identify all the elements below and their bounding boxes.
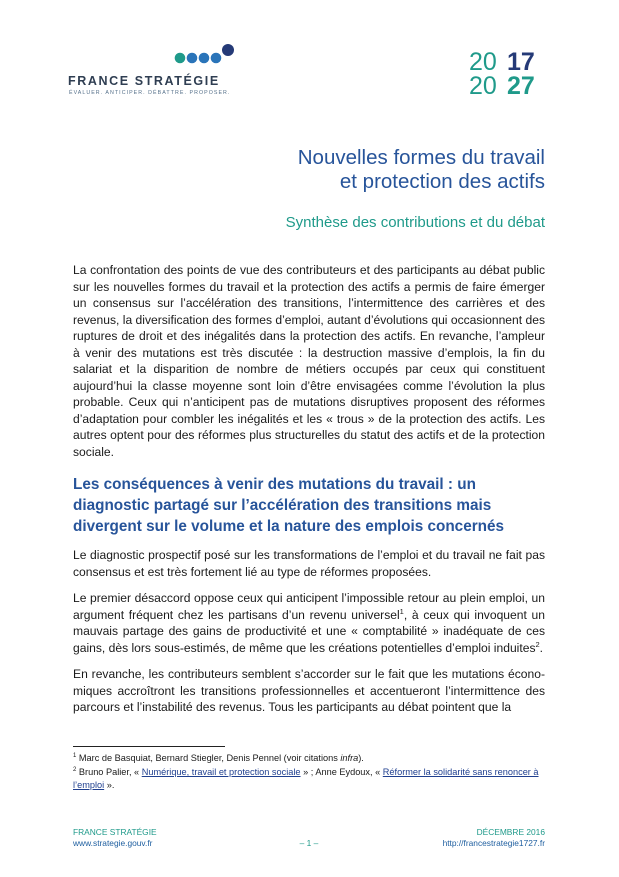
year-bottom-right: 27 xyxy=(507,72,535,96)
footer-url-link[interactable]: http://francestrategie1727.fr xyxy=(442,838,545,848)
footer-page-number: – 1 – xyxy=(299,838,319,848)
document-title-line1: Nouvelles formes du travail xyxy=(297,146,545,169)
footnote-1-end: ). xyxy=(358,753,364,763)
footnote-2 xyxy=(73,766,545,792)
document-title xyxy=(298,146,545,194)
section-paragraph-3: En revanche, les contributeurs semblent s’accorder sur le fait que les mutations économiques accroîtront les transitions professionnelles et accentueront l’intermittence des parcours et l’instabilité des revenus. Tous les participants au débat pointent que la xyxy=(73,667,545,714)
footnote-ref-1[interactable]: 1 xyxy=(399,606,404,616)
footnote-1-text: Marc de Basquiat, Bernard Stiegler, Denis Pennel (voir citations xyxy=(76,753,341,763)
section-paragraph-1: Le diagnostic prospectif posé sur les transformations de l’emploi et du travail ne fait pas consensus et est très fortement lié au type de réformes proposées. xyxy=(73,548,545,579)
footnote-ref-2[interactable]: 2 xyxy=(535,639,540,649)
footer-date: DÉCEMBRE 2016 xyxy=(476,827,545,837)
year-2017-2027-logo xyxy=(469,48,551,96)
footnote-2-pre: Bruno Palier, « xyxy=(76,767,142,778)
footnote-1-number: 1 xyxy=(73,752,77,759)
footnote-1 xyxy=(73,752,545,765)
footnote-1-emphasis: infra xyxy=(340,753,359,763)
document-title-line2: et protection des actifs xyxy=(339,170,545,193)
paragraph-2-text-a: Le premier désaccord oppose ceux qui anticipent l’impossible retour au plein emploi, un argument fréquent chez les partisans d’un revenu universel xyxy=(73,591,545,622)
year-top-right: 17 xyxy=(507,48,535,76)
paragraph-2-text-c: . xyxy=(539,640,544,655)
footnote-separator xyxy=(73,746,225,747)
footer-website-link[interactable]: www.strategie.gouv.fr xyxy=(73,838,153,848)
org-tagline: ÉVALUER. ANTICIPER. DÉBATTRE. PROPOSER. xyxy=(69,90,231,96)
footnote-2-end: ». xyxy=(104,780,115,791)
section-paragraph-2 xyxy=(73,590,545,656)
document-subtitle: Synthèse des contributions et du débat xyxy=(285,214,545,231)
logo-dots-icon xyxy=(172,43,262,65)
section-title: Les conséquences à venir des mutations du travail : un diagnostic partagé sur l’accélération des transitions mais divergent sur le volume et la nature des emplois concernés xyxy=(73,476,505,535)
page-footer xyxy=(73,826,545,852)
footer-brand: FRANCE STRATÉGIE xyxy=(73,827,157,837)
footnote-2-link-reformer[interactable]: Réformer la solidarité sans renoncer à l’emploi xyxy=(73,767,539,791)
year-top-left: 20 xyxy=(469,48,497,76)
document-body xyxy=(73,262,545,716)
intro-paragraph: La confrontation des points de vue des contributeurs et des participants au débat public sur les nouvelles formes du travail et la protection des actifs a permis de faire émerger un consensus sur l’accélération des transitions, l’intermittence des carrières et des revenus, la diversification des formes d’emploi, autant d’évolutions qui occasionnent des ruptures de droit et des inégalités dans la protection des actifs. En revanche, l’ampleur à venir des mutations est très discutée : la destruction massive d’emplois, la fin du salariat et la disparition de nombre de métiers occupés par ceux qui constituent aujourd’hui la classe moyenne sont loin d’être envisagées comme l’évolution la plus probable. Ceux qui n’anticipent pas de mutations disruptives proposent des réformes d’adaptation pour combler les inégalités et les « trous » de la protection des actifs. Les autres optent pour des réformes plus structurelles du statut des actifs et de la protection sociale. xyxy=(73,263,545,459)
footnote-2-number: 2 xyxy=(73,767,77,774)
france-strategie-logo xyxy=(68,43,268,103)
org-name: FRANCE STRATÉGIE xyxy=(68,74,220,88)
footnote-2-link-numerique[interactable]: Numérique, travail et protection sociale xyxy=(141,767,301,778)
paragraph-2-text-b: , à ceux qui invoquent un mauvais partage des gains de productivité et une « comptabilité » inadéquate de ces gains, dès lors sous-estimés, de même que les créations potentielles d’emploi induites xyxy=(73,607,545,655)
footnote-2-mid: » ; Anne Eydoux, « xyxy=(300,767,383,778)
year-bottom-left: 20 xyxy=(469,72,497,96)
footnotes xyxy=(73,752,545,794)
